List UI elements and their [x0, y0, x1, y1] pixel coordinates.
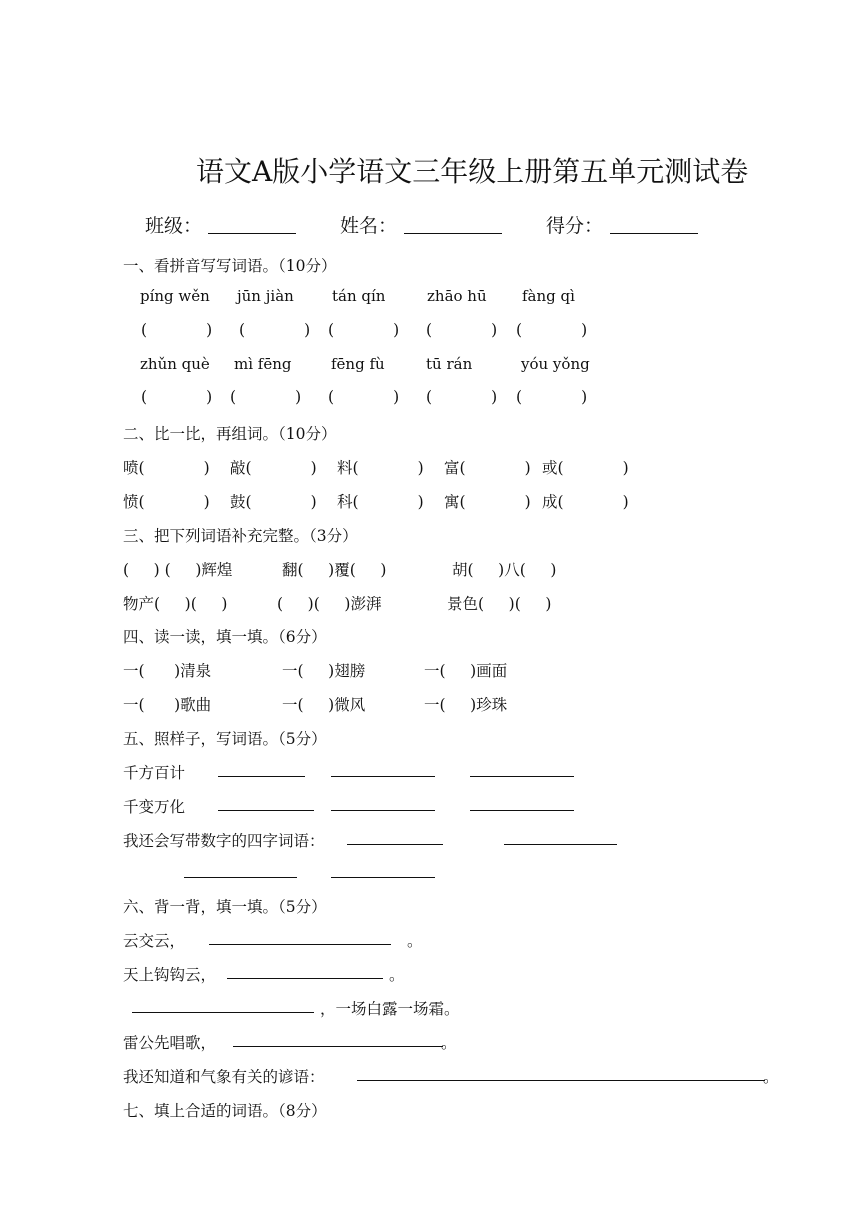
idiom-item[interactable]: 景色( )( )	[447, 595, 552, 613]
answer-blank[interactable]: ( )	[141, 321, 213, 339]
measure-item[interactable]: 一( )歌曲	[123, 696, 212, 714]
answer-line[interactable]	[331, 776, 435, 777]
pinyin-item: jūn jiàn	[237, 287, 294, 305]
section-4-heading: 四、读一读，填一填。（6分）	[123, 628, 327, 646]
proverb-end: ，一场白露一场霜。	[320, 1000, 460, 1018]
example-word: 千方百计	[123, 764, 186, 782]
answer-line[interactable]	[504, 844, 617, 845]
proverb-start: 天上钩钩云，	[123, 966, 217, 984]
pinyin-item: fēng fù	[331, 355, 385, 373]
word-item[interactable]: 鼓( )	[230, 493, 317, 511]
answer-line[interactable]	[331, 877, 435, 878]
section-3-heading: 三、把下列词语补充完整。（3分）	[123, 527, 358, 545]
answer-line[interactable]	[209, 944, 391, 945]
answer-line[interactable]	[218, 776, 305, 777]
idiom-item[interactable]: 胡( )八( )	[452, 561, 557, 579]
idiom-item[interactable]: ( ) ( )辉煌	[123, 561, 233, 579]
more-words-prompt: 我还会写带数字的四字词语：	[123, 832, 325, 850]
answer-blank[interactable]: ( )	[426, 388, 498, 406]
measure-item[interactable]: 一( )画面	[424, 662, 508, 680]
answer-blank[interactable]: ( )	[239, 321, 311, 339]
proverb-end: 。	[441, 1034, 457, 1052]
word-item[interactable]: 成( )	[542, 493, 629, 511]
word-item[interactable]: 富( )	[444, 459, 531, 477]
answer-line[interactable]	[227, 978, 383, 979]
answer-line[interactable]	[470, 776, 574, 777]
answer-line[interactable]	[233, 1046, 443, 1047]
word-item[interactable]: 敲( )	[230, 459, 317, 477]
class-field[interactable]	[208, 233, 296, 234]
page-title: 语文A版小学语文三年级上册第五单元测试卷	[196, 155, 749, 188]
section-7-heading: 七、填上合适的词语。（8分）	[123, 1102, 327, 1120]
answer-line[interactable]	[347, 844, 443, 845]
section-5-heading: 五、照样子，写词语。（5分）	[123, 730, 327, 748]
section-6-heading: 六、背一背，填一填。（5分）	[123, 898, 327, 916]
pinyin-item: zhāo hū	[427, 287, 487, 305]
answer-line[interactable]	[132, 1012, 314, 1013]
score-field[interactable]	[610, 233, 698, 234]
word-item[interactable]: 或( )	[542, 459, 629, 477]
answer-line[interactable]	[331, 810, 435, 811]
proverb-end: 。	[389, 966, 405, 984]
pinyin-item: mì fēng	[234, 355, 292, 373]
section-1-heading: 一、看拼音写写词语。（10分）	[123, 257, 337, 275]
example-word: 千变万化	[123, 798, 186, 816]
proverb-prompt: 我还知道和气象有关的谚语：	[123, 1068, 325, 1086]
word-item[interactable]: 喷( )	[123, 459, 210, 477]
proverb-start: 雷公先唱歌，	[123, 1034, 217, 1052]
answer-blank[interactable]: ( )	[230, 388, 302, 406]
idiom-item[interactable]: 物产( )( )	[123, 595, 228, 613]
word-item[interactable]: 寓( )	[444, 493, 531, 511]
pinyin-item: zhǔn què	[140, 355, 210, 373]
pinyin-item: tán qín	[332, 287, 386, 305]
pinyin-item: fàng qì	[522, 287, 575, 305]
pinyin-item: yóu yǒng	[521, 355, 590, 373]
proverb-end: 。	[407, 932, 423, 950]
word-item[interactable]: 愤( )	[123, 493, 210, 511]
pinyin-item: píng wěn	[140, 287, 210, 305]
measure-item[interactable]: 一( )微风	[282, 696, 366, 714]
measure-item[interactable]: 一( )清泉	[123, 662, 212, 680]
measure-item[interactable]: 一( )翅膀	[282, 662, 366, 680]
proverb-end: 。	[763, 1068, 779, 1086]
pinyin-item: tū rán	[426, 355, 473, 373]
class-label: 班级：	[145, 215, 203, 237]
answer-blank[interactable]: ( )	[141, 388, 213, 406]
answer-line[interactable]	[218, 810, 314, 811]
section-2-heading: 二、比一比，再组词。（10分）	[123, 425, 337, 443]
answer-blank[interactable]: ( )	[328, 388, 400, 406]
answer-line[interactable]	[184, 877, 297, 878]
answer-blank[interactable]: ( )	[328, 321, 400, 339]
measure-item[interactable]: 一( )珍珠	[424, 696, 508, 714]
name-field[interactable]	[404, 233, 502, 234]
word-item[interactable]: 料( )	[337, 459, 424, 477]
score-label: 得分：	[546, 215, 604, 237]
answer-blank[interactable]: ( )	[516, 321, 588, 339]
answer-blank[interactable]: ( )	[516, 388, 588, 406]
answer-line[interactable]	[357, 1080, 765, 1081]
answer-line[interactable]	[470, 810, 574, 811]
word-item[interactable]: 科( )	[337, 493, 424, 511]
proverb-start: 云交云，	[123, 932, 186, 950]
answer-blank[interactable]: ( )	[426, 321, 498, 339]
idiom-item[interactable]: 翻( )覆( )	[282, 561, 387, 579]
idiom-item[interactable]: ( )( )澎湃	[277, 595, 382, 613]
name-label: 姓名：	[340, 215, 398, 237]
